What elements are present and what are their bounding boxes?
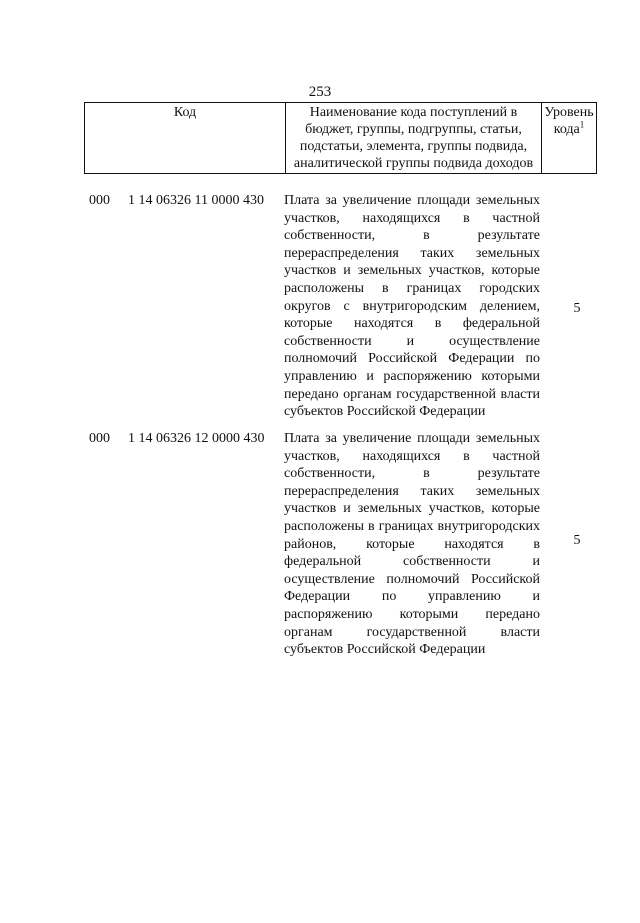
header-code: Код — [85, 103, 286, 174]
code-level: 5 — [573, 301, 581, 316]
income-code: 1 14 06326 12 0000 430 — [128, 431, 265, 446]
table-header — [84, 102, 597, 174]
income-name: Плата за увеличение площади земельных участков, находящихся в частной собственности, в результате перераспределения таких земельных участков и земельных участков, которые расположены в границах городских округов с внутригородским делением, которые находятся в федеральной собственности и осуществление полномочий Российской Федерации по управлению и распоряжению которыми передано органам государственной власти субъектов Российской Федерации — [284, 193, 540, 420]
admin-code: 000 — [89, 193, 110, 208]
header-level-label: Уровень кода — [544, 105, 594, 137]
income-code: 1 14 06326 11 0000 430 — [128, 193, 264, 208]
page-number: 253 — [308, 84, 332, 100]
header-name: Наименование кода поступлений в бюджет, группы, подгруппы, статьи, подстатьи, элемента, группы подвида, аналитической группы подвида доходов — [286, 103, 542, 174]
admin-code: 000 — [89, 431, 110, 446]
header-level — [542, 103, 597, 174]
income-name: Плата за увеличение площади земельных участков, находящихся в частной собственности, в результате перераспределения таких земельных участков и земельных участков, которые расположены в границах внутригородских районов, которые находятся в федеральной собственности и осуществление полномочий Российской Федерации по управлению и распоряжению которыми передано органам государственной власти субъектов Российской Федерации — [284, 431, 540, 658]
footnote-marker: 1 — [579, 119, 585, 130]
code-level: 5 — [573, 533, 581, 548]
